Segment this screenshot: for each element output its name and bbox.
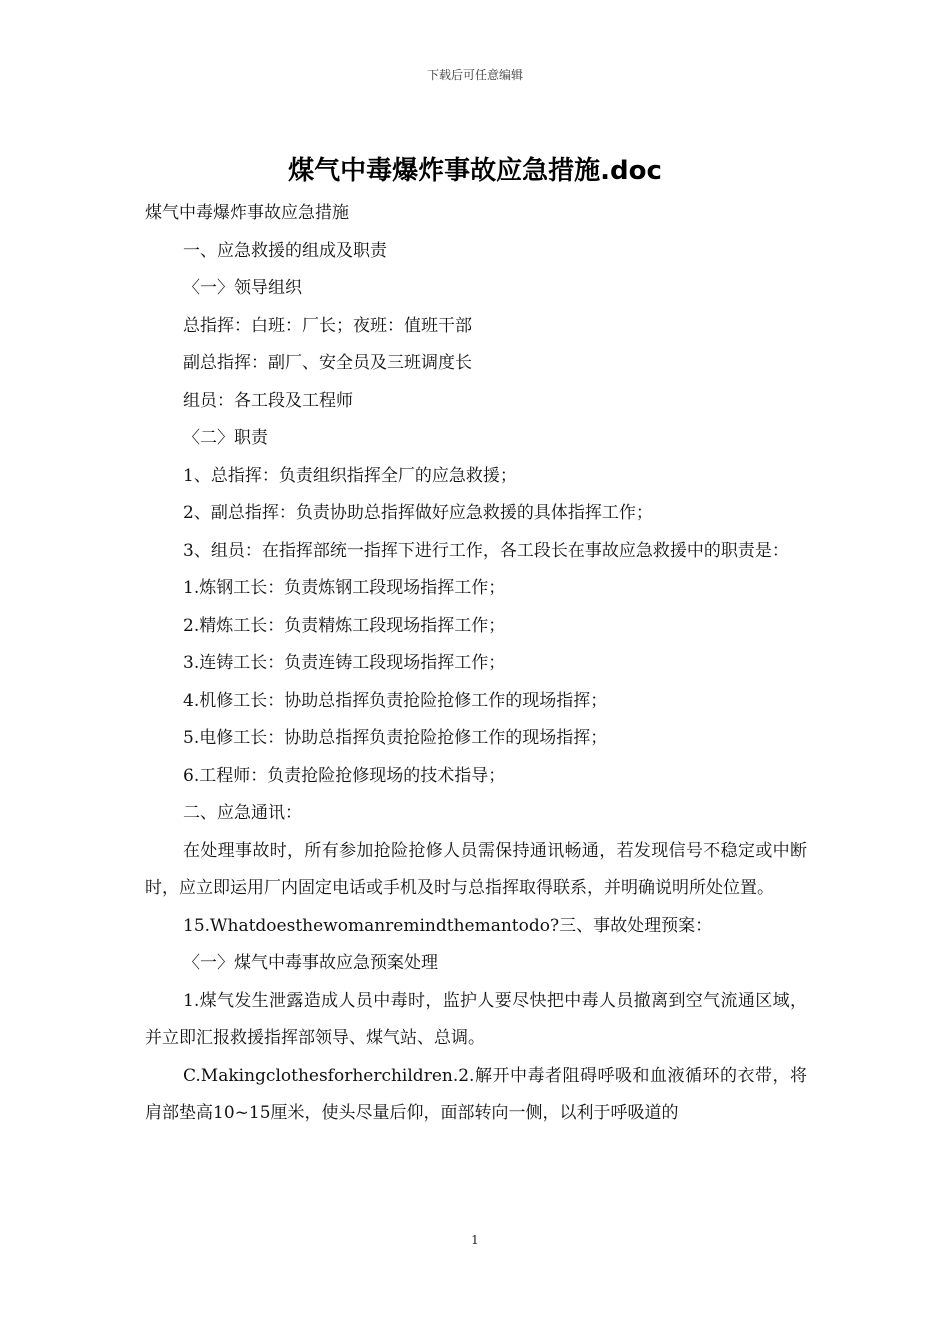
- paragraph-subheading: 〈二〉职责: [183, 428, 268, 448]
- paragraph-subtitle: 煤气中毒爆炸事故应急措施: [145, 203, 349, 223]
- header-note: 下载后可任意编辑: [426, 68, 523, 82]
- page-number: 1: [471, 1233, 479, 1247]
- paragraph: 5.电修工长：协助总指挥负责抢险抢修工作的现场指挥；: [183, 728, 608, 748]
- paragraph: 15.Whatdoesthewomanremindthemantodo?三、事故处理预案：: [183, 915, 713, 936]
- paragraph: 总指挥：白班：厂长；夜班：值班干部: [183, 315, 472, 336]
- paragraph: 在处理事故时，所有参加抢险抢修人员需保持通讯畅通，若发现信号不稳定或中断时，应立即运用厂内固定电话或手机及时与总指挥取得联系，并明确说明所处位置。: [145, 840, 807, 898]
- paragraph: 3、组员：在指挥部统一指挥下进行工作，各工段长在事故应急救援中的职责是：: [183, 540, 789, 561]
- document-body: [145, 195, 807, 1133]
- paragraph: 组员：各工段及工程师: [183, 390, 353, 411]
- paragraph: 3.连铸工长：负责连铸工段现场指挥工作；: [183, 653, 506, 673]
- paragraph: 1、总指挥：负责组织指挥全厂的应急救援；: [183, 465, 517, 486]
- paragraph: 1.炼钢工长：负责炼钢工段现场指挥工作；: [183, 578, 506, 598]
- paragraph: C.Makingclothesforherchildren.2.解开中毒者阻碍呼吸和血液循环的衣带，将肩部垫高10~15厘米，使头尽量后仰，面部转向一侧，以利于呼吸道的: [145, 1065, 807, 1123]
- document-title: 煤气中毒爆炸事故应急措施.doc: [288, 156, 662, 186]
- paragraph-section-heading: 二、应急通讯：: [183, 803, 302, 823]
- paragraph-section-heading: 一、应急救援的组成及职责: [183, 240, 387, 261]
- paragraph-subheading: 〈一〉煤气中毒事故应急预案处理: [183, 953, 438, 973]
- paragraph: 2、副总指挥：负责协助总指挥做好应急救援的具体指挥工作；: [183, 503, 653, 523]
- paragraph-subheading: 〈一〉领导组织: [183, 278, 302, 298]
- paragraph: 6.工程师：负责抢险抢修现场的技术指导；: [183, 765, 506, 786]
- paragraph: 副总指挥：副厂、安全员及三班调度长: [183, 353, 472, 373]
- paragraph: 2.精炼工长：负责精炼工段现场指挥工作；: [183, 615, 506, 636]
- paragraph: 1.煤气发生泄露造成人员中毒时，监护人要尽快把中毒人员撤离到空气流通区域，并立即汇报救援指挥部领导、煤气站、总调。: [145, 990, 807, 1048]
- paragraph: 4.机修工长：协助总指挥负责抢险抢修工作的现场指挥；: [183, 690, 608, 711]
